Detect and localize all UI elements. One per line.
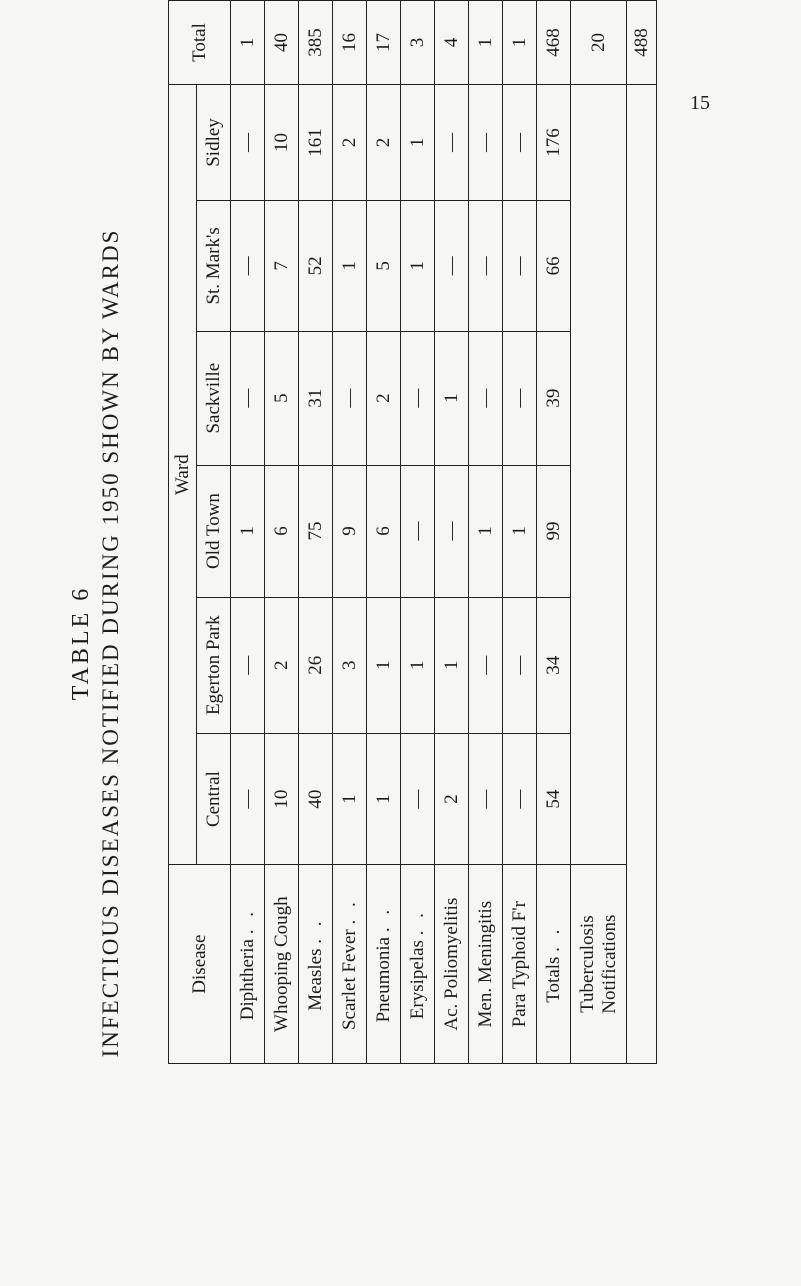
row-total: 4 bbox=[435, 1, 469, 85]
disease-name bbox=[469, 865, 503, 1064]
leader-dots: . . bbox=[338, 898, 360, 925]
ward-count: 2 bbox=[435, 733, 469, 864]
row-total: 16 bbox=[333, 1, 367, 85]
ward-count: — bbox=[469, 200, 503, 331]
ward-count: — bbox=[231, 200, 265, 331]
ward-count: 5 bbox=[367, 200, 401, 331]
disease-label: Ac. Poliomyelitis bbox=[440, 897, 462, 1031]
ward-count: 6 bbox=[367, 465, 401, 597]
leader-dots: . . bbox=[236, 908, 258, 935]
total-header: Total bbox=[169, 1, 231, 85]
ward-count: 40 bbox=[299, 733, 333, 864]
ward-count: 1 bbox=[367, 597, 401, 733]
grand-total-row bbox=[627, 1, 657, 1064]
ward-count: — bbox=[401, 465, 435, 597]
ward-count: — bbox=[333, 331, 367, 465]
ward-count: 1 bbox=[231, 465, 265, 597]
ward-count: 6 bbox=[265, 465, 299, 597]
grand-total: 488 bbox=[627, 1, 657, 85]
leader-dots: . . bbox=[372, 905, 394, 933]
ward-count: 1 bbox=[333, 733, 367, 864]
ward-count: — bbox=[435, 465, 469, 597]
disease-label: Para Typhoid F'r bbox=[508, 901, 530, 1028]
tb-total: 20 bbox=[571, 1, 627, 85]
disease-label: Whooping Cough bbox=[270, 896, 292, 1032]
ward-count: — bbox=[401, 331, 435, 465]
table-row bbox=[537, 1, 571, 1064]
ward-count: 54 bbox=[537, 733, 571, 864]
row-total: 17 bbox=[367, 1, 401, 85]
ward-count: 1 bbox=[401, 200, 435, 331]
disease-name bbox=[537, 865, 571, 1064]
ward-count: 1 bbox=[435, 597, 469, 733]
table-number: TABLE 6 bbox=[68, 585, 94, 701]
ward-count: 10 bbox=[265, 85, 299, 201]
row-total: 385 bbox=[299, 1, 333, 85]
ward-count: 31 bbox=[299, 331, 333, 465]
disease-label: Diphtheria bbox=[236, 939, 258, 1021]
disease-label: Measles bbox=[304, 948, 326, 1011]
leader-dots: . . bbox=[406, 909, 428, 936]
ward-count: — bbox=[503, 200, 537, 331]
tb-label-line1: Tuberculosis bbox=[576, 915, 598, 1013]
ward-count: — bbox=[231, 733, 265, 864]
ward-count: 39 bbox=[537, 331, 571, 465]
disease-name bbox=[333, 865, 367, 1064]
table-row bbox=[367, 1, 401, 1064]
table-row bbox=[265, 1, 299, 1064]
tb-blank bbox=[571, 85, 627, 865]
ward-count: 34 bbox=[537, 597, 571, 733]
table-row bbox=[503, 1, 537, 1064]
leader-dots: . . bbox=[304, 917, 326, 944]
table-row bbox=[299, 1, 333, 1064]
ward-old-town-header: Old Town bbox=[197, 465, 231, 597]
ward-count: — bbox=[401, 733, 435, 864]
disease-name bbox=[503, 865, 537, 1064]
row-total: 1 bbox=[231, 1, 265, 85]
ward-sidley-header: Sidley bbox=[197, 85, 231, 201]
ward-count: 26 bbox=[299, 597, 333, 733]
ward-count: 52 bbox=[299, 200, 333, 331]
tuberculosis-row bbox=[571, 1, 627, 1064]
ward-count: — bbox=[231, 85, 265, 201]
ward-count: 3 bbox=[333, 597, 367, 733]
ward-count: 1 bbox=[401, 85, 435, 201]
ward-count: 1 bbox=[401, 597, 435, 733]
disease-name bbox=[401, 865, 435, 1064]
ward-count: 2 bbox=[333, 85, 367, 201]
row-total: 3 bbox=[401, 1, 435, 85]
table-row bbox=[435, 1, 469, 1064]
ward-count: — bbox=[503, 331, 537, 465]
leader-dots: . . bbox=[542, 925, 564, 952]
ward-count: 176 bbox=[537, 85, 571, 201]
ward-central-header: Central bbox=[197, 733, 231, 864]
ward-st-marks-header: St. Mark's bbox=[197, 200, 231, 331]
table-row bbox=[469, 1, 503, 1064]
ward-count: — bbox=[231, 331, 265, 465]
row-total: 468 bbox=[537, 1, 571, 85]
disease-label: Men. Meningitis bbox=[474, 900, 496, 1028]
ward-count: 1 bbox=[469, 465, 503, 597]
ward-count: 2 bbox=[367, 85, 401, 201]
ward-count: — bbox=[503, 597, 537, 733]
disease-label: Scarlet Fever bbox=[338, 929, 360, 1031]
ward-count: 9 bbox=[333, 465, 367, 597]
ward-count: — bbox=[503, 85, 537, 201]
ward-count: 99 bbox=[537, 465, 571, 597]
disease-label: Totals bbox=[542, 956, 564, 1003]
tb-label-line2: Notifications bbox=[598, 914, 620, 1014]
ward-count: 66 bbox=[537, 200, 571, 331]
disease-table bbox=[168, 0, 657, 1064]
ward-count: — bbox=[435, 200, 469, 331]
page-number: 15 bbox=[690, 92, 710, 114]
ward-count: — bbox=[503, 733, 537, 864]
row-total: 1 bbox=[469, 1, 503, 85]
ward-count: 1 bbox=[435, 331, 469, 465]
disease-name bbox=[299, 865, 333, 1064]
row-total: 1 bbox=[503, 1, 537, 85]
ward-count: — bbox=[469, 733, 503, 864]
tuberculosis-label bbox=[571, 865, 627, 1064]
ward-count: — bbox=[231, 597, 265, 733]
table-title: INFECTIOUS DISEASES NOTIFIED DURING 1950 SHOWN BY WARDS bbox=[98, 228, 123, 1058]
table-row bbox=[231, 1, 265, 1064]
ward-count: 5 bbox=[265, 331, 299, 465]
ward-count: 10 bbox=[265, 733, 299, 864]
ward-sackville-header: Sackville bbox=[197, 331, 231, 465]
ward-count: 75 bbox=[299, 465, 333, 597]
ward-egerton-park-header: Egerton Park bbox=[197, 597, 231, 733]
ward-count: — bbox=[469, 85, 503, 201]
ward-count: — bbox=[469, 597, 503, 733]
ward-count: 2 bbox=[367, 331, 401, 465]
disease-name bbox=[265, 865, 299, 1064]
grand-total-blank bbox=[627, 85, 657, 1064]
header-row-top bbox=[169, 1, 197, 1064]
disease-name bbox=[231, 865, 265, 1064]
ward-count: 1 bbox=[367, 733, 401, 864]
disease-label: Erysipelas bbox=[406, 940, 428, 1020]
ward-count: 161 bbox=[299, 85, 333, 201]
row-total: 40 bbox=[265, 1, 299, 85]
table-row bbox=[401, 1, 435, 1064]
disease-header: Disease bbox=[169, 865, 231, 1064]
ward-count: — bbox=[435, 85, 469, 201]
disease-name bbox=[367, 865, 401, 1064]
disease-name bbox=[435, 865, 469, 1064]
table-row bbox=[333, 1, 367, 1064]
ward-header: Ward bbox=[169, 85, 197, 865]
ward-count: 1 bbox=[333, 200, 367, 331]
ward-count: 1 bbox=[503, 465, 537, 597]
ward-count: 2 bbox=[265, 597, 299, 733]
disease-label: Pneumonia bbox=[372, 936, 394, 1023]
ward-count: — bbox=[469, 331, 503, 465]
ward-count: 7 bbox=[265, 200, 299, 331]
